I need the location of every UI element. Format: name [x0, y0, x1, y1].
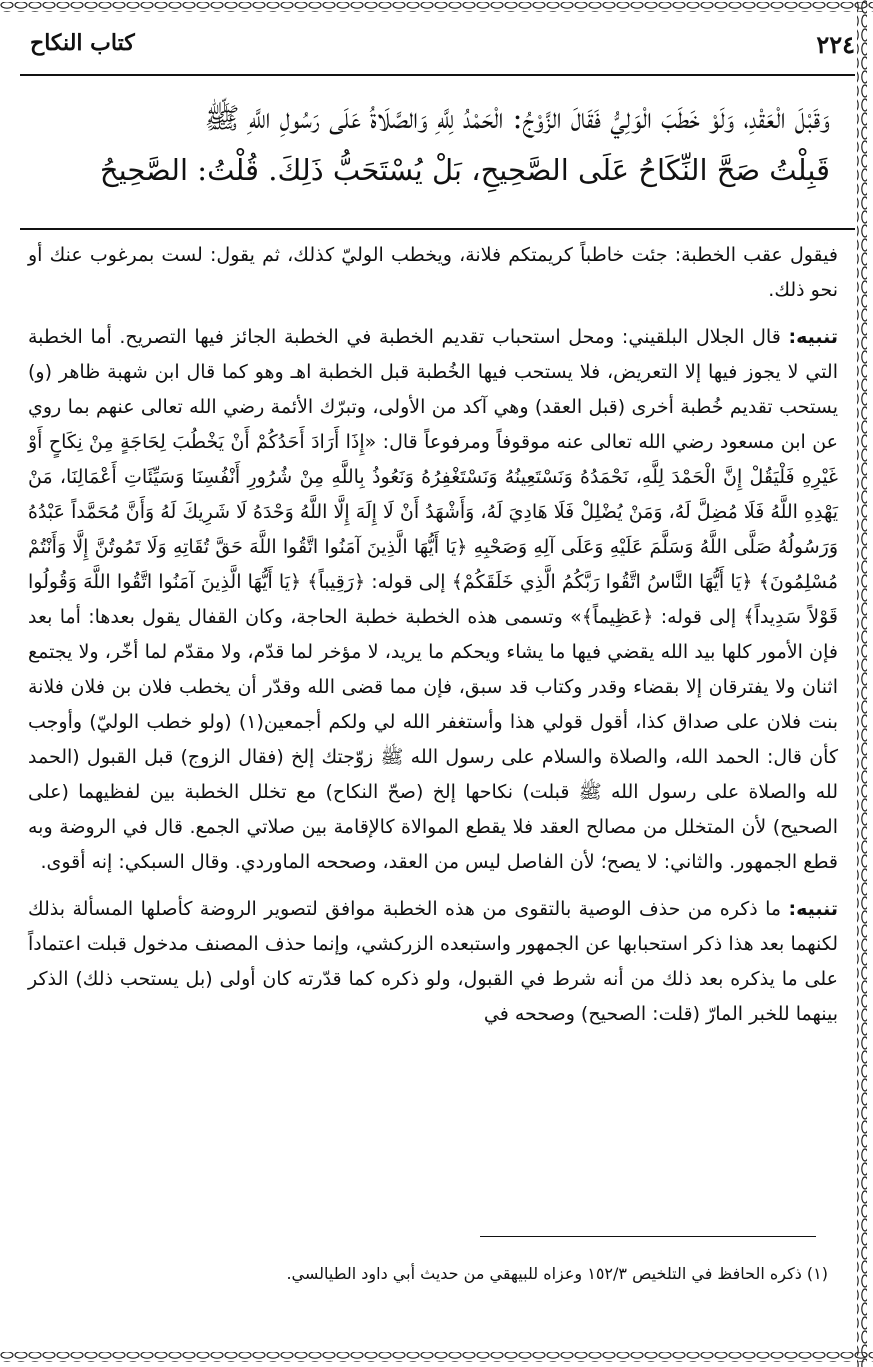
paragraph-1: فيقول عقب الخطبة: جئت خاطباً كريمتكم فلانة، ويخطب الوليّ كذلك، ثم يقول: لست بمرغوب عنك أو نحو ذلك.	[28, 244, 838, 301]
paragraph-3-body: ما ذكره من حذف الوصية بالتقوى من هذه الخطبة موافق لتصوير الروضة كأصلها المسألة بذلك لكنهما بعد هذا ذكر استحبابها عن الجمهور واستبعده الزركشي، وإنما حذف المصنف مدخول قبلت اعتماداً على ما يذكره بعد ذلك من أنه شرط في القبول، ولو ذكره كما قدّرته كان أولى (بل يستحب ذلك) الذكر بينهما للخبر المارّ (قلت: الصحيح) وصححه في	[28, 898, 838, 1025]
footnote-divider	[480, 1236, 816, 1237]
paragraph-3	[28, 892, 838, 1032]
paragraph-2	[28, 320, 838, 880]
matn-line-1: وَقَبْلَ الْعَقْدِ، وَلَوْ خَطَبَ الْوَلِيُّ فَقَالَ الزَّوْجُ: الْحَمْدُ لِلَّهِ وَالصَّلَاةُ عَلَى رَسُولِ اللَّهِ ﷺ	[204, 101, 830, 135]
footnote: (١) ذكره الحافظ في التلخيص ١٥٢/٣ وعزاه للبيهقي من حديث أبي داود الطيالسي.	[286, 1264, 828, 1283]
page-number: ٢٢٤	[816, 30, 855, 59]
tanbih-label-2: تنبيه:	[788, 898, 838, 920]
matn-line-2: قَبِلْتُ صَحَّ النِّكَاحُ عَلَى الصَّحِيحِ، بَلْ يُسْتَحَبُّ ذَلِكَ. قُلْتُ: الصَّحِيحُ	[99, 153, 830, 187]
commentary-text	[28, 238, 838, 1032]
paragraph-2-body: قال الجلال البلقيني: ومحل استحباب تقديم الخطبة في الخطبة الجائز فيها التصريح. أما الخطبة التي لا يجوز فيها إلا التعريض، فلا يستحب فيها الخُطبة قبل الخطبة اهـ وهو كما قال ابن شهبة ظاهر (و) يستحب تقديم خُطبة أخرى (قبل العقد) وهي آكد من الأولى، وتبرّك الأئمة رضي الله تعالى عنهم بما روي عن ابن مسعود رضي الله تعالى عنه موقوفاً ومرفوعاً قال: «إِذَا أَرَادَ أَحَدُكُمْ أَنْ يَخْطُبَ لِحَاجَةٍ مِنْ نِكَاحٍ أَوْ غَيْرِهِ فَلْيَقُلْ إِنَّ الْحَمْدَ لِلَّهِ، نَحْمَدُهُ وَنَسْتَعِينُهُ وَنَسْتَغْفِرُهُ وَنَعُوذُ بِاللَّهِ مِنْ شُرُورِ أَنْفُسِنَا وَسَيِّئَاتِ أَعْمَالِنَا، مَنْ يَهْدِهِ اللَّهُ فَلَا مُضِلَّ لَهُ، وَمَنْ يُضْلِلْ فَلَا هَادِيَ لَهُ، وَأَشْهَدُ أَنْ لَا إِلَهَ إِلَّا اللَّهُ وَحْدَهُ لَا شَرِيكَ لَهُ وَأَنَّ مُحَمَّداً عَبْدُهُ وَرَسُولُهُ صَلَّى اللَّهُ وَسَلَّمَ عَلَيْهِ وَعَلَى آلِهِ وَصَحْبِهِ ﴿يَا أَيُّهَا الَّذِينَ آمَنُوا اتَّقُوا اللَّهَ حَقَّ تُقَاتِهِ وَلَا تَمُوتُنَّ إِلَّا وَأَنْتُمْ مُسْلِمُونَ﴾ ﴿يَا أَيُّهَا النَّاسُ اتَّقُوا رَبَّكُمُ الَّذِي خَلَقَكُمْ﴾ إلى قوله: ﴿رَقِيباً﴾ ﴿يَا أَيُّهَا الَّذِينَ آمَنُوا اتَّقُوا اللَّهَ وَقُولُوا قَوْلاً سَدِيداً﴾ إلى قوله: ﴿عَظِيماً﴾» وتسمى هذه الخطبة خطبة الحاجة، وكان القفال يقول بعدها: أما بعد فإن الأمور كلها بيد الله يقضي فيها ما يشاء ويحكم ما يريد، لا مؤخر لما قدّم، ولا مقدّم لما أخّر، ولا يجتمع اثنان ولا يفترقان إلا بقضاء وقدر وكتاب قد سبق، فإن مما قضى الله وقدّر أن يخطب فلان بن فلان فلانة بنت فلان على صداق كذا، أقول قولي هذا وأستغفر الله لي ولكم أجمعين(١) (ولو خطب الوليّ) وأوجب كأن قال: الحمد الله، والصلاة والسلام على رسول الله ﷺ زوّجتك إلخ (فقال الزوج) قبل القبول (الحمد لله والصلاة على رسول الله ﷺ قبلت) نكاحها إلخ (صحّ النكاح) مع تخلل الخطبة بين لفظيهما (على الصحيح) لأن المتخلل من مصالح العقد فلا يقطع الموالاة كالإقامة بين صلاتي الجمع. قال في الروضة وبه قطع الجمهور. والثاني: لا يصح؛ لأن الفاصل ليس من العقد، وصححه الماوردي. وقال السبكي: إنه أقوى.	[28, 326, 838, 873]
matn-text	[40, 92, 830, 196]
header-divider	[20, 74, 855, 76]
matn-divider	[20, 228, 855, 230]
running-head-book-title: كتاب النكاح	[30, 30, 135, 56]
tanbih-label-1: تنبيه:	[788, 326, 838, 348]
